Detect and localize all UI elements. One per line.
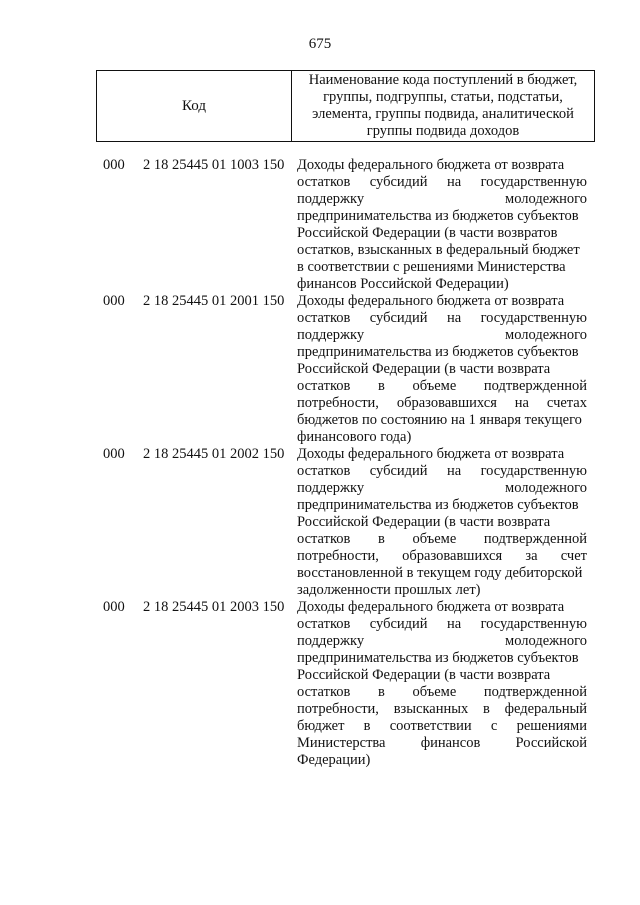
word: потребности, — [297, 548, 379, 564]
word: субсидий — [369, 174, 428, 190]
table-header — [96, 70, 595, 142]
word: счет — [560, 548, 587, 564]
word: с — [490, 718, 498, 734]
income-name-line: в соответствии с решениями Министерства — [297, 259, 566, 275]
table-row — [103, 157, 593, 293]
word: за — [525, 548, 538, 564]
admin-code: 000 — [103, 293, 125, 309]
income-name-line — [297, 701, 587, 718]
word: поддержку — [297, 480, 365, 496]
income-name-line — [297, 327, 587, 344]
income-name-line: Федерации) — [297, 752, 371, 768]
word: Министерства — [297, 735, 386, 751]
income-name-line: Доходы федерального бюджета от возврата — [297, 157, 565, 173]
word: государственную — [480, 310, 587, 326]
word: молодежного — [505, 191, 587, 207]
income-name-line: Доходы федерального бюджета от возврата — [297, 599, 565, 615]
word: на — [446, 310, 462, 326]
word: остатков — [297, 684, 351, 700]
header-code-label: Код — [97, 71, 292, 141]
word: субсидий — [369, 310, 428, 326]
word: подтвержденной — [483, 531, 587, 547]
header-name-label: Наименование кода поступлений в бюджет, группы, подгруппы, статьи, подстатьи, элемента, группы подвида, аналитической группы подвида доходов — [308, 72, 578, 139]
income-code: 2 18 25445 01 2002 150 — [143, 446, 285, 462]
income-code: 2 18 25445 01 2001 150 — [143, 293, 285, 309]
income-name-line: финансового года) — [297, 429, 412, 445]
word: в — [377, 684, 385, 700]
income-code: 2 18 25445 01 2003 150 — [143, 599, 285, 615]
income-name-line — [297, 191, 587, 208]
word: остатков — [297, 378, 351, 394]
word: остатков — [297, 463, 351, 479]
word: на — [446, 463, 462, 479]
income-name-line: предпринимательства из бюджетов субъектов — [297, 650, 579, 666]
word: субсидий — [369, 463, 428, 479]
word: федеральный — [504, 701, 587, 717]
admin-code: 000 — [103, 157, 125, 173]
word: на — [446, 174, 462, 190]
word: государственную — [480, 174, 587, 190]
income-name — [297, 446, 587, 599]
word: остатков — [297, 174, 351, 190]
word: поддержку — [297, 191, 365, 207]
income-name-line: бюджетов по состоянию на 1 января текущего — [297, 412, 582, 428]
income-name-line — [297, 735, 587, 752]
word: Российской — [515, 735, 587, 751]
income-name-line — [297, 531, 587, 548]
income-name-line: Доходы федерального бюджета от возврата — [297, 446, 565, 462]
income-name — [297, 157, 587, 293]
income-name-line: предпринимательства из бюджетов субъектов — [297, 497, 579, 513]
word: объеме — [412, 378, 457, 394]
word: остатков — [297, 310, 351, 326]
table-row — [103, 446, 593, 599]
income-name-line — [297, 684, 587, 701]
income-name-line: восстановленной в текущем году дебиторской — [297, 565, 583, 581]
word: молодежного — [505, 480, 587, 496]
income-name-line: Российской Федерации (в части возврата — [297, 667, 551, 683]
income-name-line: предпринимательства из бюджетов субъектов — [297, 344, 579, 360]
income-name — [297, 599, 587, 769]
word: молодежного — [505, 327, 587, 343]
income-name-line — [297, 463, 587, 480]
word: объеме — [412, 531, 457, 547]
income-name-line: Российской Федерации (в части возврата — [297, 361, 551, 377]
admin-code: 000 — [103, 599, 125, 615]
word: остатков — [297, 531, 351, 547]
income-name-line — [297, 310, 587, 327]
table-row — [103, 599, 593, 769]
income-name-line — [297, 395, 587, 412]
income-name-line — [297, 718, 587, 735]
income-name-line: Российской Федерации (в части возвратов — [297, 225, 558, 241]
word: на — [446, 616, 462, 632]
word: финансов — [420, 735, 481, 751]
income-name — [297, 293, 587, 446]
word: в — [377, 531, 385, 547]
income-name-line: Российской Федерации (в части возврата — [297, 514, 551, 530]
word: в — [363, 718, 371, 734]
word: взысканных — [393, 701, 469, 717]
word: потребности, — [297, 701, 379, 717]
word: остатков — [297, 616, 351, 632]
income-name-line: Доходы федерального бюджета от возврата — [297, 293, 565, 309]
word: поддержку — [297, 327, 365, 343]
income-name-line: остатков, взысканных в федеральный бюджет — [297, 242, 580, 258]
income-name-line: финансов Российской Федерации) — [297, 276, 509, 292]
word: решениями — [516, 718, 587, 734]
word: государственную — [480, 463, 587, 479]
income-name-line: задолженности прошлых лет) — [297, 582, 481, 598]
income-name-line — [297, 548, 587, 565]
word: соответствии — [389, 718, 472, 734]
income-name-line — [297, 633, 587, 650]
table-row — [103, 293, 593, 446]
income-code-list — [103, 157, 593, 769]
word: в — [482, 701, 490, 717]
word: государственную — [480, 616, 587, 632]
word: образовавшихся — [402, 548, 503, 564]
word: потребности, — [297, 395, 379, 411]
word: подтвержденной — [483, 378, 587, 394]
page-number: 675 — [308, 36, 332, 52]
word: субсидий — [369, 616, 428, 632]
word: молодежного — [505, 633, 587, 649]
word: в — [377, 378, 385, 394]
word: поддержку — [297, 633, 365, 649]
income-code: 2 18 25445 01 1003 150 — [143, 157, 285, 173]
word: бюджет — [297, 718, 345, 734]
income-name-line — [297, 616, 587, 633]
word: образовавшихся — [396, 395, 497, 411]
word: подтвержденной — [483, 684, 587, 700]
income-name-line: предпринимательства из бюджетов субъектов — [297, 208, 579, 224]
word: на — [514, 395, 529, 411]
word: счетах — [546, 395, 587, 411]
word: объеме — [412, 684, 457, 700]
admin-code: 000 — [103, 446, 125, 462]
income-name-line — [297, 378, 587, 395]
income-name-line — [297, 174, 587, 191]
income-name-line — [297, 480, 587, 497]
